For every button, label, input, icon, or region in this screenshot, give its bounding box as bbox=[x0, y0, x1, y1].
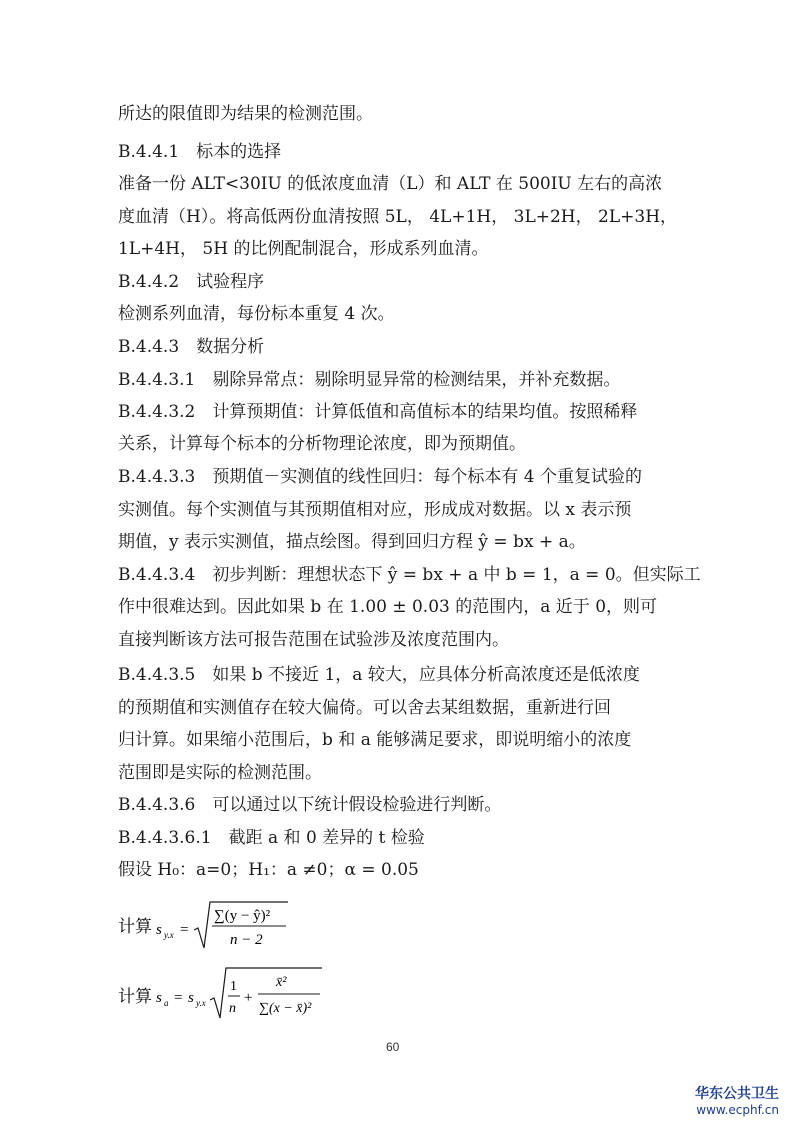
text-line-22: B.4.4.3.6 可以通过以下统计假设检验进行判断。 bbox=[118, 795, 502, 815]
text-line-14: 期值，y 表示实测值，描点绘图。得到回归方程 ŷ = bx + a。 bbox=[118, 532, 586, 552]
formula-sa-numerator: x̄² bbox=[276, 975, 287, 990]
formula-sa bbox=[118, 962, 348, 1024]
formula-syx-numerator: ∑(y − ŷ)² bbox=[214, 908, 271, 924]
text-line-20: 归计算。如果缩小范围后，b 和 a 能够满足要求，即说明缩小的浓度 bbox=[118, 730, 632, 750]
text-line-16: 作中很难达到。因此如果 b 在 1.00 ± 0.03 的范围内，a 近于 0，则可 bbox=[118, 597, 658, 617]
watermark-logo-text: 华东公共卫生 bbox=[695, 1086, 779, 1102]
formula-sa-mid-sub: y.x bbox=[196, 998, 206, 1008]
formula-syx-lhs: s bbox=[156, 922, 162, 938]
text-line-15: B.4.4.3.4 初步判断：理想状态下 ŷ = bx + a 中 b = 1，a = 0。但实际工 bbox=[118, 565, 701, 585]
formula-sa-denominator: ∑(x − x̄)² bbox=[259, 1001, 312, 1016]
text-line-9: B.4.4.3.1 剔除异常点：剔除明显异常的检测结果，并补充数据。 bbox=[118, 370, 621, 390]
text-line-4: 度血清（H）。将高低两份血清按照 5L， 4L+1H， 3L+2H， 2L+3H， bbox=[118, 207, 678, 227]
section-heading-b4-4-2: B.4.4.2 试验程序 bbox=[118, 272, 265, 292]
text-line-10: B.4.4.3.2 计算预期值：计算低值和高值标本的结果均值。按照稀释 bbox=[118, 402, 638, 422]
formula-syx-denominator: n − 2 bbox=[230, 932, 263, 948]
formula-sa-one: 1 bbox=[230, 979, 237, 994]
text-line-19: 的预期值和实测值存在较大偏倚。可以舍去某组数据，重新进行回 bbox=[118, 698, 611, 718]
formula-sa-lhs: s bbox=[156, 990, 162, 1006]
page-number: 60 bbox=[386, 1040, 400, 1054]
formula-syx-label: 计算 bbox=[118, 917, 152, 936]
text-line-18: B.4.4.3.5 如果 b 不接近 1，a 较大，应具体分析高浓度还是低浓度 bbox=[118, 665, 640, 685]
svg-text:=: = bbox=[180, 922, 189, 938]
text-line-23: B.4.4.3.6.1 截距 a 和 0 差异的 t 检验 bbox=[118, 828, 425, 848]
text-line-21: 范围即是实际的检测范围。 bbox=[118, 763, 322, 783]
section-heading-b4-4-1: B.4.4.1 标本的选择 bbox=[118, 142, 282, 162]
formula-syx bbox=[118, 896, 318, 956]
section-heading-b4-4-3: B.4.4.3 数据分析 bbox=[118, 337, 265, 357]
text-line-3: 准备一份 ALT<30IU 的低浓度血清（L）和 ALT 在 500IU 左右的高浓 bbox=[118, 174, 663, 194]
text-line-7: 检测系列血清，每份标本重复 4 次。 bbox=[118, 304, 395, 324]
text-line-12: B.4.4.3.3 预期值－实测值的线性回归：每个标本有 4 个重复试验的 bbox=[118, 467, 642, 487]
formula-sa-label: 计算 bbox=[118, 987, 152, 1006]
hypothesis-line: 假设 H₀：a=0；H₁：a ≠0；α = 0.05 bbox=[118, 860, 419, 880]
formula-sa-sub: a bbox=[164, 998, 169, 1008]
text-line-1: 所达的限值即为结果的检测范围。 bbox=[118, 104, 373, 124]
svg-text:=: = bbox=[174, 990, 183, 1006]
text-line-11: 关系，计算每个标本的分析物理论浓度，即为预期值。 bbox=[118, 434, 526, 454]
watermark-url: www.ecphf.cn bbox=[696, 1103, 779, 1117]
text-line-13: 实测值。每个实测值与其预期值相对应，形成成对数据。以 x 表示预 bbox=[118, 500, 632, 520]
formula-sa-n: n bbox=[229, 1001, 236, 1016]
formula-syx-sub: y.x bbox=[164, 930, 174, 940]
formula-sa-mid: s bbox=[188, 990, 194, 1006]
svg-text:+: + bbox=[244, 990, 253, 1006]
text-line-5: 1L+4H， 5H 的比例配制混合，形成系列血清。 bbox=[118, 239, 489, 259]
text-line-17: 直接判断该方法可报告范围在试验涉及浓度范围内。 bbox=[118, 630, 509, 650]
